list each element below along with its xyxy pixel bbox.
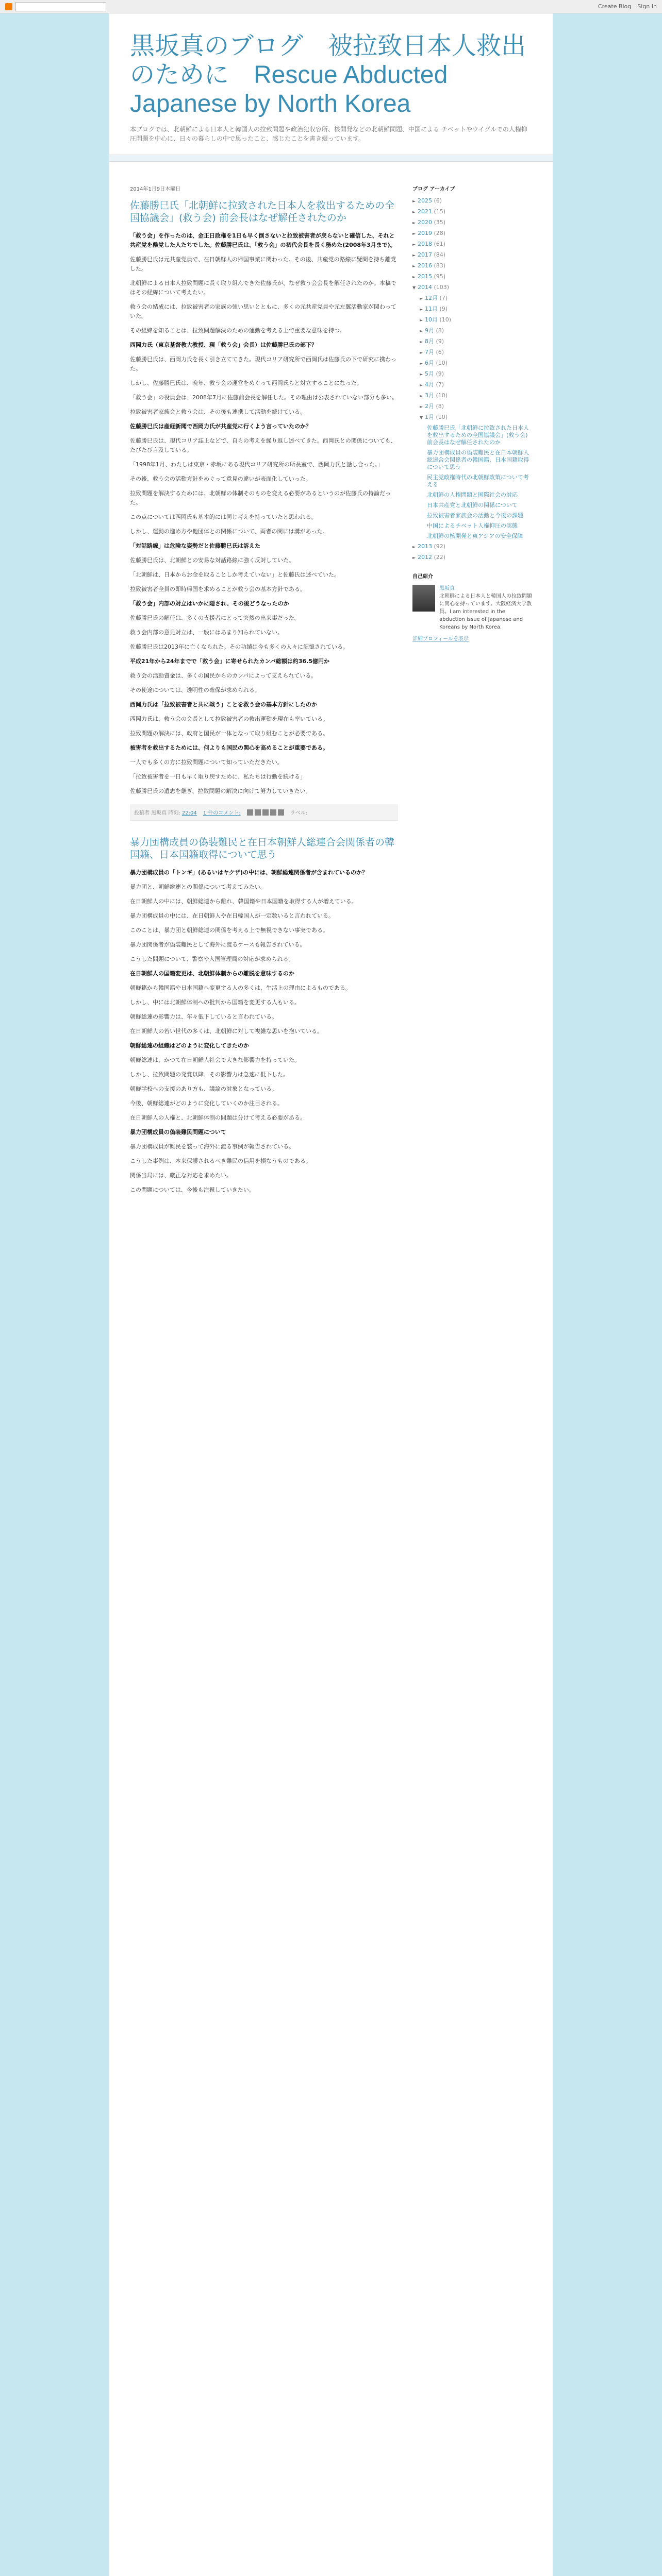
blog-post (130, 836, 398, 1195)
profile-title: 自己紹介 (412, 574, 433, 580)
expand-right-icon[interactable]: ► (412, 199, 416, 204)
post-paragraph: 朝鮮籍から韓国籍や日本国籍へ変更する人の多くは、生活上の理由によるものである。 (130, 985, 351, 991)
post-paragraph: 救う会内部の意見対立は、一般にはあまり知られていない。 (130, 629, 283, 636)
post-subheading: 平成21年から24年までで「救う会」に寄せられたカンパ総額は約36.5億円か (130, 658, 329, 665)
post-paragraph: 西岡力氏は、救う会の会長として拉致被害者の救出運動を現在も率いている。 (130, 716, 328, 722)
archive-item (412, 403, 532, 411)
expand-right-icon[interactable]: ► (420, 340, 423, 344)
archive-item (412, 474, 532, 488)
profile-description: 北朝鮮による日本人と韓国人の拉致問題に関心を持っています。大阪経済大学教員。I am interested in the abduction issue of Japanese and Koreans by North Korea. (439, 594, 532, 630)
archive-link[interactable]: 北朝鮮の核開発と東アジアの安全保障 (427, 533, 523, 539)
post-paragraph: 朝鮮学校への支援のあり方も、議論の対象となっている。 (130, 1086, 277, 1092)
archive-count: (9) (434, 370, 444, 377)
post-paragraph: 朝鮮総連は、かつて在日朝鮮人社会で大きな影響力を持っていた。 (130, 1057, 300, 1063)
archive-count: (22) (432, 554, 446, 561)
archive-item (412, 316, 532, 324)
archive-count: (10) (434, 414, 448, 420)
archive-item (412, 449, 532, 471)
post-paragraph: 救う会の結成には、拉致被害者の家族の強い思いとともに、多くの元共産党員や元左翼活動家が関わっていた。 (130, 303, 396, 319)
expand-right-icon[interactable]: ► (420, 318, 423, 323)
post-paragraph: 佐藤勝巳氏は、西岡力氏を長く引き立ててきた。現代コリア研究所で西岡氏は佐藤氏の下で研究に携わった。 (130, 356, 396, 372)
post-paragraph: この点については西岡氏も基本的には同じ考えを持っていたと思われる。 (130, 514, 317, 520)
archive-count: (10) (434, 360, 448, 366)
archive-item (412, 273, 532, 281)
expand-right-icon[interactable]: ► (412, 242, 416, 247)
email-share-icon[interactable] (247, 809, 253, 816)
expand-right-icon[interactable]: ► (412, 545, 416, 549)
post-paragraph: しかし、佐藤勝巳氏は、晩年、救う会の運営をめぐって西岡氏らと対立することになった。 (130, 380, 362, 386)
archive-item (412, 284, 532, 292)
expand-right-icon[interactable]: ► (420, 329, 423, 333)
archive-count: (35) (432, 219, 446, 226)
post-paragraph: しかし、運動の進め方や他団体との関係について、両者の間には溝があった。 (130, 528, 328, 535)
archive-item (412, 241, 532, 248)
archive-item (412, 543, 532, 551)
archive-count: (28) (432, 230, 446, 236)
post-paragraph: その経緯を知ることは、拉致問題解決のための運動を考える上で重要な意味を持つ。 (130, 327, 345, 334)
archive-item (412, 219, 532, 227)
archive-title: ブログ アーカイブ (412, 187, 455, 192)
blog-page (109, 13, 553, 2576)
expand-right-icon[interactable]: ► (412, 555, 416, 560)
archive-count: (15) (432, 208, 446, 215)
archive-item (412, 381, 532, 389)
archive-item (412, 230, 532, 238)
post-subheading: 暴力団構成員の「トンギ」(あるいはヤクザ)の中には、朝鮮総連関係者が含まれているのか？ (130, 869, 368, 876)
archive-link[interactable]: 8月 (425, 338, 434, 345)
archive-link[interactable]: 拉致被害者家族会の活動と今後の課題 (427, 512, 523, 519)
archive-link[interactable]: 2019 (418, 230, 432, 236)
archive-link[interactable]: 11月 (425, 306, 438, 312)
archive-link[interactable]: 中国によるチベット人権抑圧の実態 (427, 522, 518, 529)
archive-item (412, 554, 532, 562)
archive-link[interactable]: 2012 (418, 554, 432, 561)
archive-link[interactable]: 3月 (425, 392, 434, 399)
post-subheading: 被害者を救出するためには、何よりも国民の関心を高めることが重要である。 (130, 744, 328, 751)
archive-item (412, 533, 532, 540)
post-paragraph: こうした事例は、本来保護されるべき難民の信用を損なうものである。 (130, 1158, 311, 1164)
blog-title[interactable]: 黒坂真のブログ 被拉致日本人救出のために Rescue Abducted Japanese by North Korea (130, 32, 526, 117)
post-subheading: 「対話路線」は危険な姿勢だと佐藤勝巳氏は訴えた (130, 543, 260, 549)
post-paragraph: 「北朝鮮は、日本からお金を取ることしか考えていない」と佐藤氏は述べていた。 (130, 571, 340, 578)
archive-item (412, 502, 532, 509)
blog-archive (412, 197, 532, 562)
archive-link[interactable]: 2016 (418, 262, 432, 269)
expand-right-icon[interactable]: ► (412, 253, 416, 258)
archive-item (412, 295, 532, 302)
archive-count: (8) (434, 403, 444, 410)
post-time-link[interactable]: 22:04 (181, 810, 197, 816)
post-paragraph: 佐藤勝巳氏の遺志を継ぎ、拉致問題の解決に向けて努力していきたい。 (130, 788, 311, 794)
archive-count: (10) (438, 316, 452, 323)
sidebar (412, 174, 532, 1200)
pinterest-share-icon[interactable] (278, 809, 284, 816)
post-list (130, 184, 398, 1195)
archive-list (412, 197, 532, 562)
expand-right-icon[interactable]: ► (420, 350, 423, 355)
post-paragraph: このことは、暴力団と朝鮮総連の関係を考える上で無視できない事実である。 (130, 927, 328, 934)
full-profile-link[interactable]: 詳細プロフィールを表示 (412, 636, 469, 642)
archive-link[interactable]: 4月 (425, 381, 434, 388)
sign-in-link[interactable]: Sign In (637, 3, 657, 10)
blog-this-icon[interactable] (255, 809, 261, 816)
expand-right-icon[interactable]: ► (412, 264, 416, 268)
archive-item (412, 197, 532, 205)
archive-item (412, 425, 532, 446)
post-paragraph: 佐藤勝巳氏は元共産党員で、在日朝鮮人の帰国事業に関わった。その後、共産党の路線に疑問を持ち離党した。 (130, 256, 396, 272)
posted-by: 投稿者 黒坂真 時刻: 22:04 (134, 810, 197, 816)
archive-item (412, 512, 532, 519)
post-paragraph: しかし、拉致問題の発覚以降、その影響力は急速に低下した。 (130, 1071, 289, 1078)
post-paragraph: 拉致被害者家族会と救う会は、その後も連携して活動を続けている。 (130, 409, 306, 415)
archive-link[interactable]: 2025 (418, 197, 432, 204)
archive-link[interactable]: 2020 (418, 219, 432, 226)
archive-item (412, 522, 532, 530)
archive-count: (95) (432, 273, 446, 280)
share-buttons (247, 809, 284, 816)
profile-widget (412, 585, 532, 631)
comments-link[interactable]: 1 件のコメント: (203, 810, 241, 816)
archive-count: (9) (438, 306, 448, 312)
profile-name[interactable]: 黒坂真 (439, 586, 455, 591)
create-blog-link[interactable]: Create Blog (598, 3, 632, 10)
avatar[interactable] (412, 585, 435, 612)
post-footer (130, 804, 398, 821)
post-paragraph: 拉致被害者全員の即時帰国を求めることが救う会の基本方針である。 (130, 586, 306, 592)
post-subheading: 西岡力氏（東京基督教大教授、現「救う会」会長）は佐藤勝巳氏の部下？ (130, 342, 317, 348)
post-title[interactable]: 佐藤勝巳氏「北朝鮮に拉致された日本人を救出するための全国協議会」(救う会) 前会長はなぜ解任されたのか (130, 200, 395, 224)
expand-right-icon[interactable]: ► (412, 231, 416, 236)
blogger-logo-icon[interactable] (5, 3, 12, 10)
archive-link[interactable]: 北朝鮮の人権問題と国際社会の対応 (427, 492, 518, 498)
expand-right-icon[interactable]: ► (420, 307, 423, 312)
expand-right-icon[interactable]: ► (420, 372, 423, 377)
profile-text-block (439, 585, 532, 631)
post-subheading: 佐藤勝巳氏は産経新聞で西岡力氏が共産党に行くよう言っていたのか？ (130, 423, 311, 430)
post-body (130, 868, 398, 1195)
blog-description: 本ブログでは、北朝鮮による日本人と韓国人の拉致問題や政治犯収容所、核開発などの北朝鮮問題、中国による チベットやウイグルでの人権抑圧問題を中心に、日々の暮らしの中で思ったこと、感じたことを書き綴っています。 (130, 126, 527, 142)
archive-link[interactable]: 10月 (425, 316, 438, 323)
post-paragraph: 佐藤勝巳氏は、北朝鮮との安易な対話路線に強く反対していた。 (130, 557, 294, 564)
post-subheading: 「救う会」内部の対立はいかに隠され、その後どうなったのか (130, 600, 289, 607)
post-subheading: 西岡力氏は「拉致被害者と共に戦う」ことを救う会の基本方針にしたのか (130, 701, 317, 708)
archive-link[interactable]: 9月 (425, 327, 434, 334)
facebook-share-icon[interactable] (270, 809, 276, 816)
archive-item (412, 392, 532, 400)
archive-link[interactable]: 2017 (418, 251, 432, 258)
expand-right-icon[interactable]: ► (420, 404, 423, 409)
header-separator (109, 155, 553, 162)
archive-link[interactable]: 2月 (425, 403, 434, 410)
post-paragraph: その後、救う会の活動方針をめぐって意見の違いが表面化していった。 (130, 476, 311, 482)
post-paragraph: しかし、中には北朝鮮体制への批判から国籍を変更する人もいる。 (130, 999, 300, 1006)
archive-item (412, 360, 532, 367)
main-column (130, 174, 398, 1200)
archive-link[interactable]: 日本共産党と北朝鮮の関係について (427, 502, 518, 509)
post-paragraph: 「1998年1月、わたしは東京・赤坂にある現代コリア研究所の所長室で、西岡力氏と話し合った。」 (130, 461, 384, 468)
post-paragraph: 佐藤勝巳氏は、現代コリア誌上などで、自らの考えを繰り返し述べてきた。西岡氏との関係についても、たびたび言及している。 (130, 437, 396, 453)
archive-link[interactable]: 暴力団構成員の偽装難民と在日本朝鮮人総連合会関係者の韓国籍、日本国籍取得について思う (427, 449, 529, 470)
expand-right-icon[interactable]: ► (412, 210, 416, 214)
archive-item (412, 370, 532, 378)
archive-count: (8) (434, 327, 444, 334)
post-paragraph: 一人でも多くの方に拉致問題について知っていただきたい。 (130, 759, 283, 766)
post-paragraph: 佐藤勝巳氏は2013年に亡くなられた。その功績は今も多くの人々に記憶されている。 (130, 643, 349, 650)
archive-item (412, 251, 532, 259)
post-paragraph: 暴力団構成員の中には、在日朝鮮人や在日韓国人が一定数いると言われている。 (130, 912, 334, 919)
post-labels: ラベル: (290, 810, 308, 816)
archive-count: (61) (432, 241, 446, 247)
post-paragraph: 北朝鮮による日本人拉致問題に長く取り組んできた佐藤氏が、なぜ救う会会長を解任されたのか。本稿ではその経緯について考えたい。 (130, 280, 396, 296)
post-paragraph: 朝鮮総連の影響力は、年々低下していると言われている。 (130, 1013, 277, 1020)
post-paragraph: 拉致問題を解決するためには、北朝鮮の体制そのものを変える必要があるというのが佐藤氏の持論だった。 (130, 490, 391, 506)
archive-link[interactable]: 2018 (418, 241, 432, 247)
archive-count: (6) (432, 197, 442, 204)
blog-search-input[interactable] (15, 2, 106, 11)
expand-down-icon[interactable]: ▼ (412, 285, 416, 290)
post-paragraph: 在日朝鮮人の人権と、北朝鮮体制の問題は分けて考える必要がある。 (130, 1114, 306, 1121)
archive-item (412, 306, 532, 313)
expand-down-icon[interactable]: ▼ (420, 415, 423, 420)
expand-right-icon[interactable]: ► (412, 275, 416, 279)
post-paragraph: 今後、朝鮮総連がどのように変化していくのか注目される。 (130, 1100, 283, 1107)
archive-item (412, 262, 532, 270)
post-paragraph: 佐藤勝巳氏の解任は、多くの支援者にとって突然の出来事だった。 (130, 615, 300, 621)
expand-right-icon[interactable]: ► (420, 394, 423, 398)
archive-link[interactable]: 12月 (425, 295, 438, 301)
post-subheading: 暴力団構成員の偽装難民問題について (130, 1129, 226, 1136)
post-subheading: 在日朝鮮人の国籍変更は、北朝鮮体制からの離脱を意味するのか (130, 970, 294, 977)
post-paragraph: 拉致問題の解決には、政府と国民が一体となって取り組むことが必要である。 (130, 730, 328, 737)
navbar-right (598, 3, 657, 10)
post-paragraph: 暴力団関係者が偽装難民として海外に渡るケースも報告されている。 (130, 941, 306, 948)
archive-link[interactable]: 佐藤勝巳氏「北朝鮮に拉致された日本人を救出するための全国協議会」(救う会) 前会長はなぜ解任されたのか (427, 425, 529, 446)
archive-count: (92) (432, 543, 446, 550)
archive-link[interactable]: 5月 (425, 370, 434, 377)
blog-post (130, 184, 398, 821)
archive-count: (7) (434, 381, 444, 388)
post-subheading: 「救う会」を作ったのは、金正日政権を1日も早く倒さないと拉致被害者が戻らないと確信した、それと共産党を離党した人たちでした。佐藤勝巳氏は、「救う会」の初代会長を長く務めた(2008年3月まで)。 (130, 232, 396, 248)
archive-count: (103) (432, 284, 450, 291)
post-paragraph: 在日朝鮮人の中には、朝鮮総連から離れ、韓国籍や日本国籍を取得する人が増えている。 (130, 898, 357, 905)
post-paragraph: その使途については、透明性の確保が求められる。 (130, 687, 260, 693)
archive-link[interactable]: 6月 (425, 360, 434, 366)
content-columns (130, 174, 532, 1200)
archive-item (412, 327, 532, 335)
expand-right-icon[interactable]: ► (420, 361, 423, 366)
blogger-navbar (0, 0, 662, 13)
post-paragraph: 在日朝鮮人の若い世代の多くは、北朝鮮に対して複雑な思いを抱いている。 (130, 1028, 323, 1035)
archive-item (412, 349, 532, 357)
post-paragraph: 「拉致被害者を一日も早く取り戻すために、私たちは行動を続ける」 (130, 773, 306, 780)
post-title[interactable]: 暴力団構成員の偽装難民と在日本朝鮮人総連合会関係者の韓国籍、日本国籍取得について思う (130, 837, 395, 860)
post-paragraph: この問題については、今後も注視していきたい。 (130, 1187, 255, 1193)
archive-count: (10) (434, 392, 448, 399)
archive-count: (83) (432, 262, 446, 269)
archive-item (412, 492, 532, 499)
post-paragraph: 救う会の活動資金は、多くの国民からのカンパによって支えられている。 (130, 672, 317, 679)
expand-right-icon[interactable]: ► (420, 296, 423, 301)
expand-right-icon[interactable]: ► (412, 221, 416, 225)
archive-link[interactable]: 2013 (418, 543, 432, 550)
archive-item (412, 208, 532, 216)
archive-link[interactable]: 1月 (425, 414, 434, 420)
post-paragraph: 暴力団と、朝鮮総連との関係について考えてみたい。 (130, 884, 266, 890)
post-paragraph: 暴力団構成員が難民を装って海外に渡る事例が報告されている。 (130, 1143, 294, 1150)
archive-link[interactable]: 2021 (418, 208, 432, 215)
archive-item (412, 338, 532, 346)
twitter-share-icon[interactable] (262, 809, 269, 816)
post-body (130, 231, 398, 796)
archive-count: (6) (434, 349, 444, 355)
archive-count: (84) (432, 251, 446, 258)
post-subheading: 朝鮮総連の組織はどのように変化してきたのか (130, 1042, 249, 1049)
archive-item (412, 414, 532, 421)
archive-link[interactable]: 7月 (425, 349, 434, 355)
post-paragraph: 関係当局には、厳正な対応を求めたい。 (130, 1172, 232, 1179)
post-date: 2014年1月9日木曜日 (130, 187, 181, 192)
archive-count: (9) (434, 338, 444, 345)
archive-link[interactable]: 民主党政権時代の北朝鮮政策について考える (427, 474, 529, 488)
navbar-left (5, 2, 106, 11)
expand-right-icon[interactable]: ► (420, 383, 423, 387)
post-paragraph: こうした問題について、警察や入国管理局の対応が求められる。 (130, 956, 294, 962)
post-paragraph: 「救う会」の役員会は、2008年7月に佐藤前会長を解任した。その理由は公表されていない部分も多い。 (130, 394, 398, 401)
archive-link[interactable]: 2014 (418, 284, 432, 291)
archive-count: (7) (438, 295, 448, 301)
archive-link[interactable]: 2015 (418, 273, 432, 280)
